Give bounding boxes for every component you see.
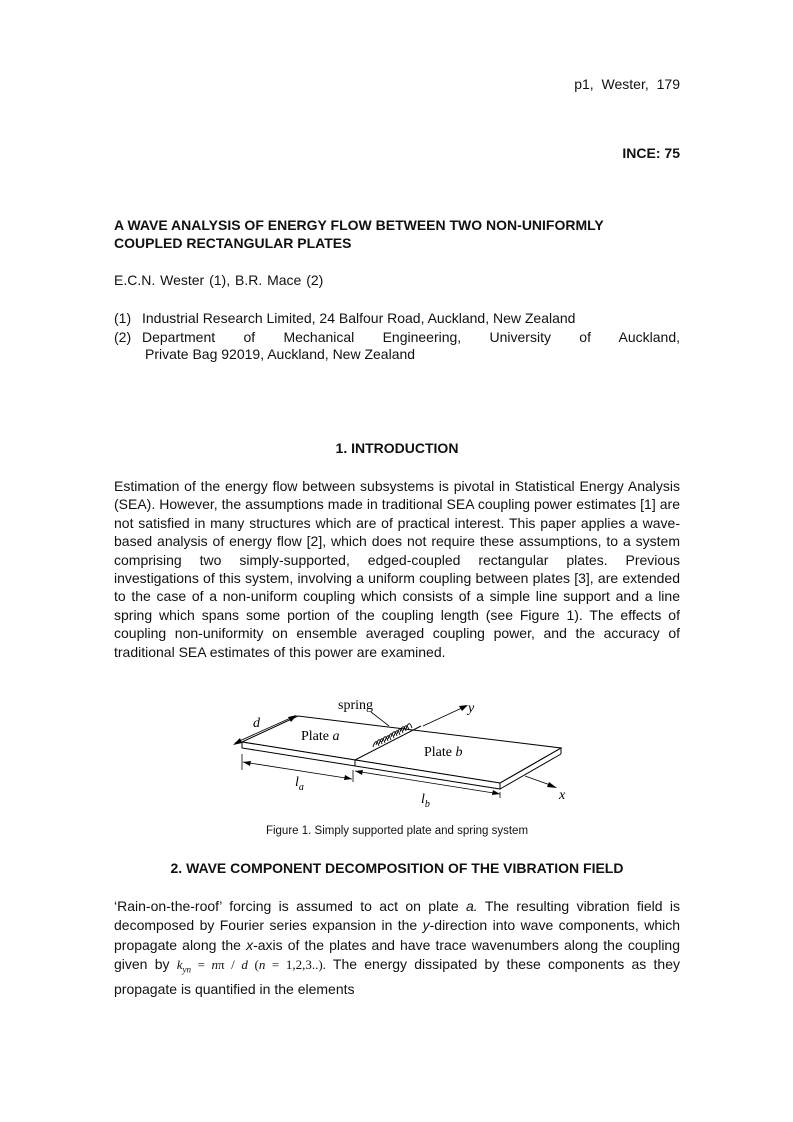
section-2-heading: 2. WAVE COMPONENT DECOMPOSITION OF THE VIBRATION FIELD [170, 860, 624, 876]
paper-title [114, 216, 680, 252]
affiliation-text: Department of Mechanical Engineering, University of Auckland, [142, 329, 680, 345]
title-line-2: COUPLED RECTANGULAR PLATES [114, 235, 352, 251]
wavenumber-formula: $k_{yn} = n\pi / d$ (n = 1,2,3..). [176, 956, 326, 975]
authors: E.C.N. Wester (1), B.R. Mace (2) [114, 272, 324, 288]
plate-b-label: Plate b [424, 745, 463, 760]
affiliation-2-continued: Private Bag 92019, Auckland, New Zealand [145, 346, 416, 362]
x-label: x [559, 788, 566, 803]
affiliation-2 [114, 328, 680, 347]
y-label: y [468, 701, 475, 716]
affiliation-number: (2) [114, 329, 132, 345]
affiliation-text: Industrial Research Limited, 24 Balfour Road, Auckland, New Zealand [142, 310, 576, 326]
section-1-heading: 1. INTRODUCTION [335, 440, 459, 456]
d-label: d [253, 716, 260, 731]
spring-leader [371, 712, 389, 726]
figure-1 [225, 692, 585, 820]
conference-id: INCE: 75 [622, 145, 680, 161]
section-2-body: ‘Rain-on-the-roof’ forcing is assumed to act on plate a. The resulting vibration field is decomposed by Fourier series expansion in the y-direction into wave components, which propagate along the x-axis of the plates and have trace wavenumbers along the coupling given by $k_{yn} = n\pi / d$ (n = 1,2,3..). The energy dissipated by these components as they propagate is quantified in the elements [114, 898, 681, 997]
affiliation-number: (1) [114, 310, 132, 326]
title-line-1: A WAVE ANALYSIS OF ENERGY FLOW BETWEEN TWO NON-UNIFORMLY [114, 217, 604, 233]
affiliation-1 [114, 309, 680, 328]
section-1-body: Estimation of the energy flow between subsystems is pivotal in Statistical Energy Analysis (SEA). However, the assumptions made in traditional SEA coupling power estimates [1] are not satisfied in many structures which are of practical interest. This paper applies a wave-based analysis of energy flow [2], which does not require these assumptions, to a system comprising two simply-supported, edged-coupled rectangular plates. Previous investigations of this system, involving a uniform coupling between plates [3], are extended to the case of a non-uniform coupling which consists of a simple line support and a line spring which spans some portion of the coupling length (see Figure 1). The effects of coupling non-uniformity on ensemble averaged coupling power, and the accuracy of traditional SEA estimates of this power are examined. [114, 478, 680, 660]
lb-label: $l_b$ [421, 792, 430, 810]
page-header: p1, Wester, 179 [574, 76, 680, 92]
spring-label: spring [338, 698, 373, 713]
figure-caption: Figure 1. Simply supported plate and spring system [265, 825, 529, 837]
plate-a-label: Plate a [301, 729, 340, 744]
y-axis [423, 707, 464, 726]
la-label: $l_a$ [295, 775, 304, 793]
